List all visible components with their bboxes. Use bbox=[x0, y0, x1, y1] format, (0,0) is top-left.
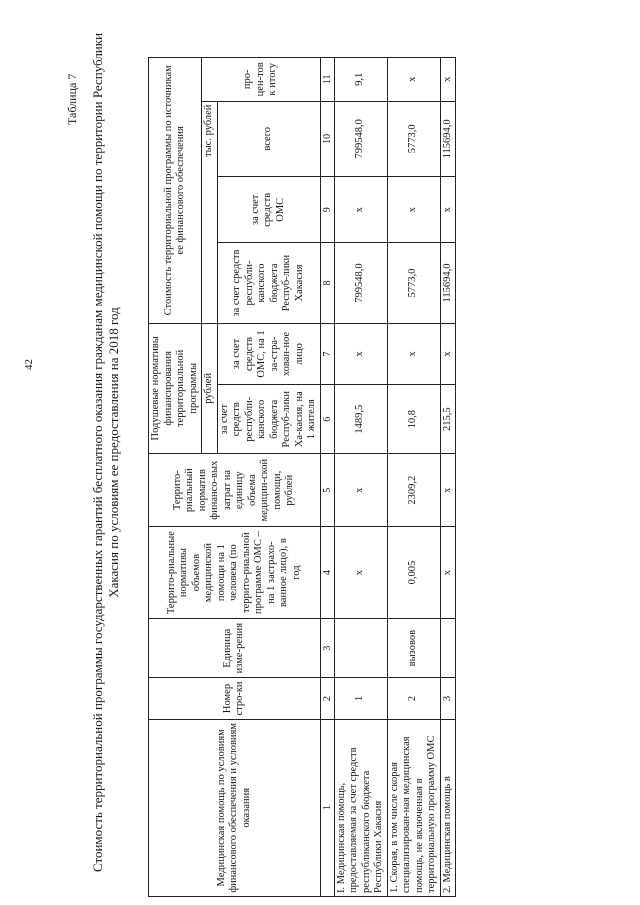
header-row-1 bbox=[149, 58, 202, 897]
row-unit: вызовов bbox=[387, 618, 440, 678]
row-cost-budget: 115694,0 bbox=[440, 243, 456, 323]
row-cost-oms: x bbox=[334, 177, 387, 243]
column-number: 8 bbox=[320, 243, 334, 323]
column-number: 2 bbox=[320, 678, 334, 719]
row-per-capita-budget: 215,5 bbox=[440, 385, 456, 454]
header-group-norms: Подушевые нормативы финансирования территориальной программы bbox=[149, 323, 202, 453]
row-volume-norm: x bbox=[334, 527, 387, 619]
header-col10: всего bbox=[217, 101, 320, 177]
row-number: 3 bbox=[440, 678, 456, 719]
row-volume-norm: 0,005 bbox=[387, 527, 440, 619]
header-col5: Террито-риальный норматив финансо-вых затрат на единицу объема медицин-ской помощи, рублей bbox=[149, 454, 321, 527]
row-percent: x bbox=[440, 58, 456, 102]
column-number: 3 bbox=[320, 618, 334, 678]
row-per-capita-budget: 1489,5 bbox=[334, 385, 387, 454]
row-cost-budget: 799548,0 bbox=[334, 243, 387, 323]
header-col1: Медицинская помощь по условиям финансового обеспечения и условиям оказания bbox=[149, 719, 321, 896]
column-number: 7 bbox=[320, 323, 334, 385]
column-number: 9 bbox=[320, 177, 334, 243]
column-number: 10 bbox=[320, 101, 334, 177]
row-percent: 9,1 bbox=[334, 58, 387, 102]
row-number: 2 bbox=[387, 678, 440, 719]
header-unit-rub: рублей bbox=[202, 323, 218, 453]
column-number: 11 bbox=[320, 58, 334, 102]
row-percent: x bbox=[387, 58, 440, 102]
row-cost-norm: x bbox=[334, 454, 387, 527]
header-col3: Единица изме-рения bbox=[149, 618, 321, 678]
table-row bbox=[334, 58, 387, 897]
header-group-cost: Стоимость территориальной программы по источникам ее финансового обеспечения bbox=[149, 58, 202, 324]
row-cost-total: 799548,0 bbox=[334, 101, 387, 177]
column-number: 4 bbox=[320, 527, 334, 619]
row-cost-total: 5773,0 bbox=[387, 101, 440, 177]
column-number: 5 bbox=[320, 454, 334, 527]
row-per-capita-oms: x bbox=[334, 323, 387, 385]
row-volume-norm: x bbox=[440, 527, 456, 619]
row-cost-total: 115694,0 bbox=[440, 101, 456, 177]
row-cost-oms: x bbox=[387, 177, 440, 243]
header-col11: про-цен-тов к итогу bbox=[202, 58, 321, 102]
page-number: 42 bbox=[23, 359, 35, 370]
row-label: 1. Скорая, в том числе скорая специализирован-ная медицинская помощь, не включенная в территориальную программу ОМС bbox=[387, 719, 440, 896]
cost-table bbox=[148, 57, 456, 897]
row-unit bbox=[440, 618, 456, 678]
header-col6: за счет средств республи-канского бюджета Респуб-лики Ха-касия, на 1 жителя bbox=[217, 385, 320, 454]
column-number: 1 bbox=[320, 719, 334, 896]
row-cost-norm: 2309,2 bbox=[387, 454, 440, 527]
column-number-row bbox=[320, 58, 334, 897]
row-cost-oms: x bbox=[440, 177, 456, 243]
header-unit-thous: тыс. рублей bbox=[202, 101, 218, 323]
header-col2: Номер стро-ки bbox=[149, 678, 321, 719]
row-unit bbox=[334, 618, 387, 678]
column-number: 6 bbox=[320, 385, 334, 454]
row-number: 1 bbox=[334, 678, 387, 719]
header-col4: Террито-риальные нормативы объемов медицинской помощи на 1 человека (по террито-риальной программе ОМС – на 1 застрахо-ванное лицо), в год bbox=[149, 527, 321, 619]
table-title: Стоимость территориальной программы государственных гарантий бесплатного оказания гражданам медицинской помощи по территории Республики Хакасия по условиям ее предоставления на 2018 год bbox=[90, 32, 121, 873]
row-label: I. Медицинская помощь, предоставляемая за счет средств республиканского бюджета Республики Хакасия bbox=[334, 719, 387, 896]
header-col8: за счет средств республи-канского бюджета Респуб-лики Хакасия bbox=[217, 243, 320, 323]
row-cost-norm: x bbox=[440, 454, 456, 527]
row-per-capita-oms: x bbox=[440, 323, 456, 385]
row-per-capita-oms: x bbox=[387, 323, 440, 385]
row-cost-budget: 5773,0 bbox=[387, 243, 440, 323]
row-per-capita-budget: 10,8 bbox=[387, 385, 440, 454]
table-row bbox=[387, 58, 440, 897]
header-col9: за счет средств ОМС bbox=[217, 177, 320, 243]
table-label: Таблица 7 bbox=[65, 73, 79, 125]
header-col7: за счет средств ОМС, на 1 за-стра-хован-ное лицо bbox=[217, 323, 320, 385]
table-row bbox=[440, 58, 456, 897]
row-label: 2. Медицинская помощь в bbox=[440, 719, 456, 896]
